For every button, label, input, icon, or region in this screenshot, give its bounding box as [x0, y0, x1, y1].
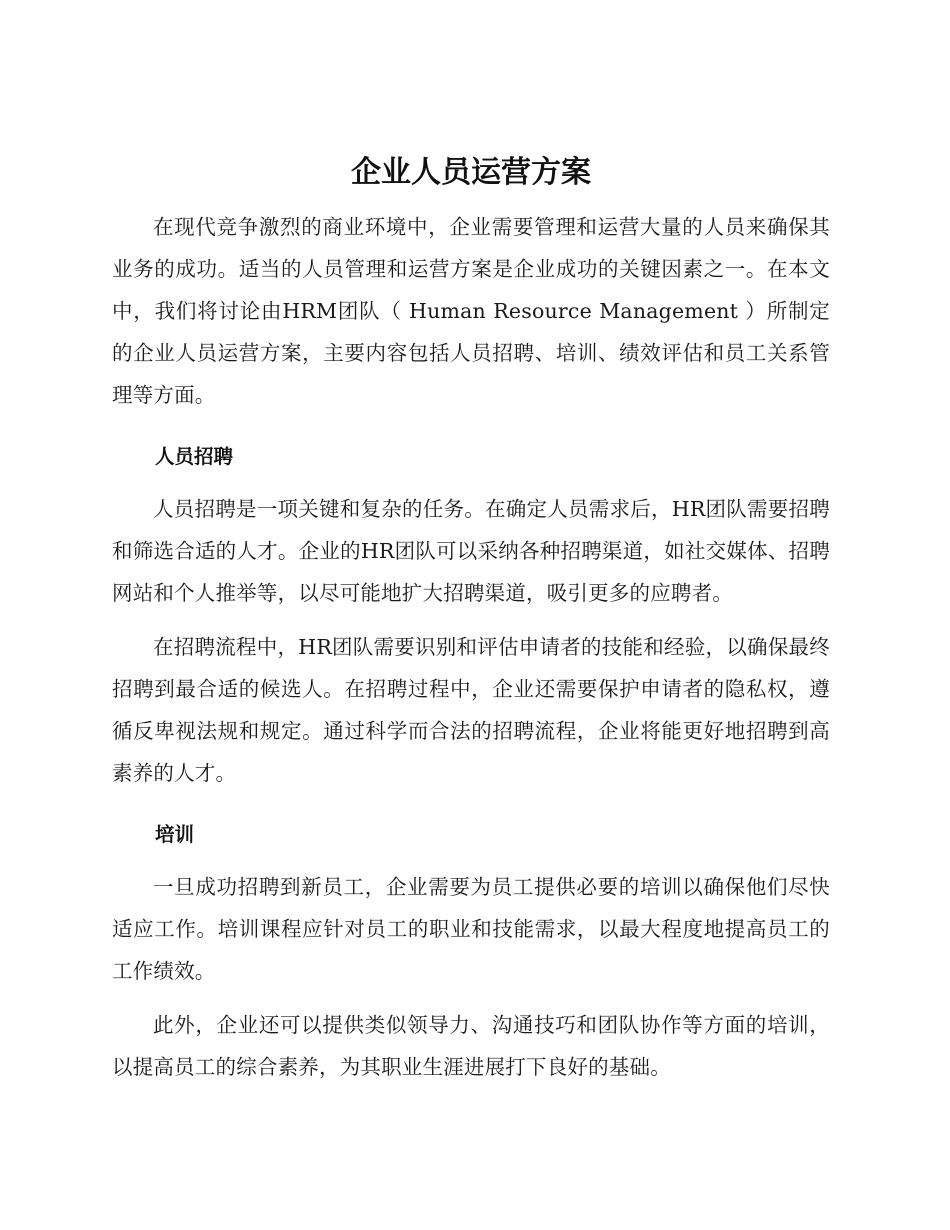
section-heading-recruitment: 人员招聘	[155, 445, 234, 468]
intro-paragraph: 在现代竞争激烈的商业环境中，企业需要管理和运营大量的人员来确保其业务的成功。适当的人员管理和运营方案是企业成功的关键因素之一。在本文中，我们将讨论由HRM团队（ Human Resource Management ）所制定的企业人员运营方案，主要内容包括人员招聘、培训、绩效评估和员工关系管理等方面。	[112, 215, 830, 407]
training-paragraph-1: 一旦成功招聘到新员工，企业需要为员工提供必要的培训以确保他们尽快适应工作。培训课程应针对员工的职业和技能需求，以最大程度地提高员工的工作绩效。	[112, 875, 830, 983]
document-title: 企业人员运营方案	[351, 155, 591, 190]
section-heading-training: 培训	[155, 823, 195, 846]
recruitment-paragraph-1: 人员招聘是一项关键和复杂的任务。在确定人员需求后，HR团队需要招聘和筛选合适的人才。企业的HR团队可以采纳各种招聘渠道，如社交媒体、招聘网站和个人推举等，以尽可能地扩大招聘渠道，吸引更多的应聘者。	[112, 497, 830, 605]
training-paragraph-2: 此外，企业还可以提供类似领导力、沟通技巧和团队协作等方面的培训，以提高员工的综合素养，为其职业生涯进展打下良好的基础。	[112, 1013, 830, 1079]
section-training	[112, 818, 830, 1088]
section-recruitment	[112, 440, 830, 794]
document-page	[112, 148, 830, 1088]
recruitment-paragraph-2: 在招聘流程中，HR团队需要识别和评估申请者的技能和经验，以确保最终招聘到最合适的候选人。在招聘过程中，企业还需要保护申请者的隐私权，遵循反卑视法规和规定。通过科学而合法的招聘流程，企业将能更好地招聘到高素养的人才。	[112, 635, 830, 785]
